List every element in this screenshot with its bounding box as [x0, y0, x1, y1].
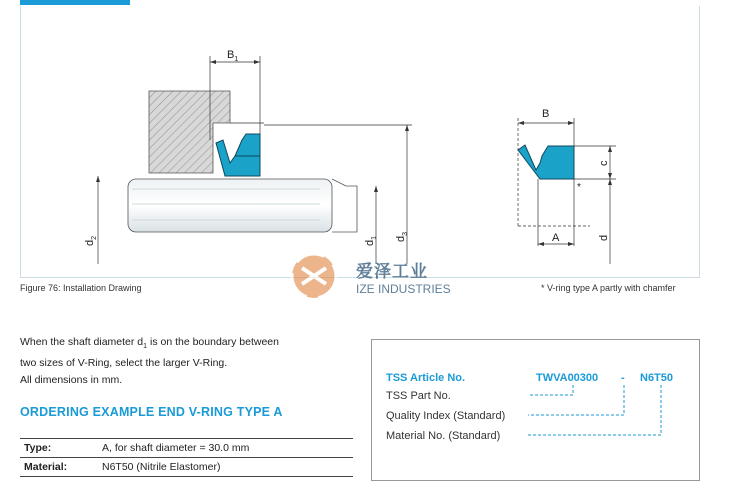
tss-part-no: TSS Part No.	[386, 390, 451, 402]
figure-footnote: * V-ring type A partly with chamfer	[541, 283, 676, 293]
note-line-1-rest: is on the boundary between	[147, 336, 279, 348]
row-value: A, for shaft diameter = 30.0 mm	[102, 442, 250, 454]
tss-article-label: TSS Article No.	[386, 372, 466, 384]
header-accent-bar	[20, 0, 130, 5]
label-B: B	[542, 108, 550, 120]
watermark-en: IZE INDUSTRIES	[356, 282, 451, 296]
label-star: *	[577, 182, 581, 193]
note-sub: 1	[143, 343, 148, 351]
row-key: Material:	[24, 461, 68, 473]
tss-part-code: TWVA00300	[536, 372, 599, 384]
tss-quality: Quality Index (Standard)	[386, 410, 506, 422]
label-A: A	[552, 232, 560, 244]
dim-d2	[96, 176, 100, 264]
label-b1: $B_1$	[227, 49, 239, 63]
label-c: c	[598, 160, 610, 166]
watermark-cn: 爱泽工业	[356, 262, 428, 281]
shaft	[128, 179, 357, 232]
table-row	[20, 458, 353, 477]
note-line-1: When the shaft diameter d	[20, 336, 144, 348]
note-line-3: All dimensions in mm.	[20, 374, 123, 387]
tss-material-no: Material No. (Standard)	[386, 430, 501, 442]
label-d3: $d_3$	[395, 231, 409, 242]
table-row	[20, 439, 353, 458]
selection-note	[20, 334, 340, 389]
tss-material-code: N6T50	[640, 372, 674, 384]
figure-caption: Figure 76: Installation Drawing	[20, 283, 142, 293]
row-value: N6T50 (Nitrile Elastomer)	[102, 461, 221, 473]
v-ring-lip	[235, 134, 260, 156]
installation-drawing	[20, 6, 700, 278]
housing	[149, 91, 230, 173]
v-ring-detail	[518, 145, 574, 179]
ordering-table	[20, 438, 353, 477]
label-d2: $d_2$	[84, 235, 98, 246]
note-line-2: two sizes of V-Ring, select the larger V-Ring.	[20, 357, 228, 370]
label-d: d	[598, 234, 610, 241]
ordering-title: ORDERING EXAMPLE END V-RING TYPE A	[20, 405, 283, 419]
dim-d	[608, 179, 612, 264]
tss-dash: -	[621, 372, 625, 384]
label-d1: $d_1$	[364, 235, 378, 246]
row-key: Type:	[24, 442, 52, 454]
